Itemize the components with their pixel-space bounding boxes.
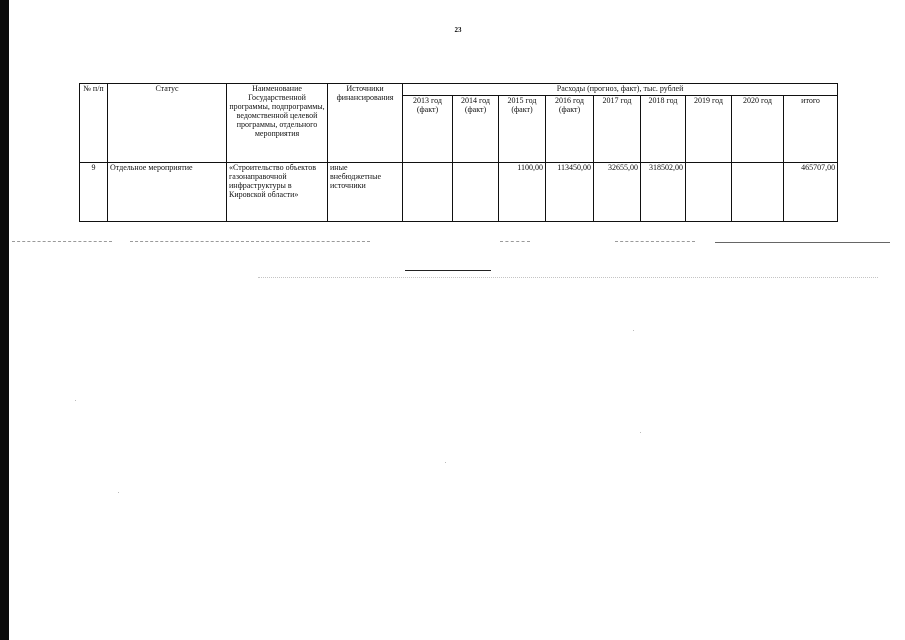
header-expenses: Расходы (прогноз, факт), тыс. рублей	[403, 84, 838, 96]
header-name: Наименование Государственной программы, подпрограммы, ведомственной целевой программы, отдельного мероприятия	[227, 84, 328, 163]
scan-edge-bar	[0, 0, 9, 640]
cell-total: 465707,00	[784, 163, 838, 222]
cell-2013	[403, 163, 453, 222]
header-year-2019: 2019 год	[686, 96, 732, 163]
scan-speck	[118, 492, 119, 493]
header-total: итого	[784, 96, 838, 163]
row-name: «Строительство объектов газонаправочной инфраструктуры в Кировской области»	[227, 163, 328, 222]
header-year-2015: 2015 год (факт)	[499, 96, 546, 163]
header-year-2018: 2018 год	[641, 96, 686, 163]
footnote-separator	[405, 270, 491, 271]
cell-2020	[732, 163, 784, 222]
header-num: № п/п	[80, 84, 108, 163]
row-status: Отдельное мероприятие	[108, 163, 227, 222]
cell-2016: 113450,00	[546, 163, 594, 222]
scan-artifact-line	[258, 277, 878, 278]
cell-2014	[453, 163, 499, 222]
cell-2019	[686, 163, 732, 222]
scan-artifact-line	[500, 241, 530, 242]
cell-2017: 32655,00	[594, 163, 641, 222]
scan-speck	[633, 330, 634, 331]
row-source: иные внебюджетные источники	[328, 163, 403, 222]
header-year-2017: 2017 год	[594, 96, 641, 163]
scan-speck	[75, 400, 76, 401]
header-year-2020: 2020 год	[732, 96, 784, 163]
table-row	[80, 163, 838, 222]
scan-artifact-line	[12, 241, 112, 242]
scan-speck	[640, 432, 641, 433]
header-sources: Источники финансирования	[328, 84, 403, 163]
header-year-2013: 2013 год (факт)	[403, 96, 453, 163]
cell-2018: 318502,00	[641, 163, 686, 222]
budget-table	[79, 83, 838, 222]
scan-artifact-line	[130, 241, 370, 242]
header-year-2016: 2016 год (факт)	[546, 96, 594, 163]
header-year-2014: 2014 год (факт)	[453, 96, 499, 163]
scan-artifact-line	[715, 242, 890, 243]
scan-speck	[445, 462, 446, 463]
header-status: Статус	[108, 84, 227, 163]
cell-2015: 1100,00	[499, 163, 546, 222]
header-row-1	[80, 84, 838, 96]
scan-artifact-line	[615, 241, 695, 242]
page-number: 23	[454, 26, 462, 34]
row-num: 9	[80, 163, 108, 222]
